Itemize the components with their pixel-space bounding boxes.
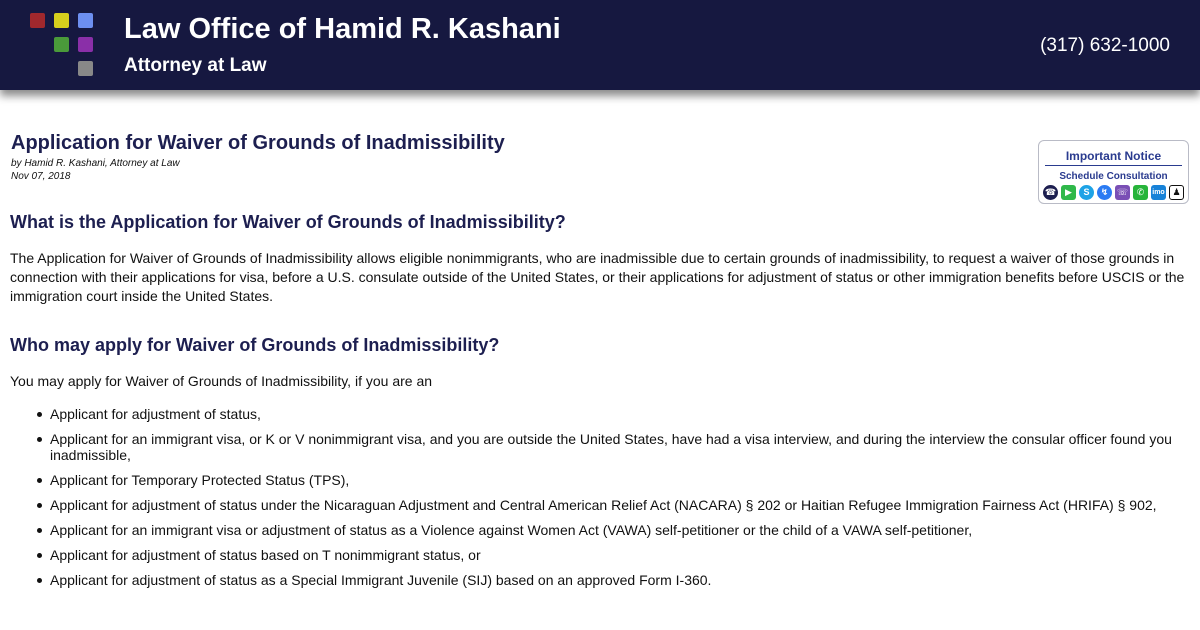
messenger-icon[interactable]: ↯: [1097, 185, 1112, 200]
article-title: Application for Waiver of Grounds of Inadmissibility: [11, 132, 505, 154]
logo-square-red: [30, 13, 45, 28]
firm-name[interactable]: Law Office of Hamid R. Kashani: [124, 13, 561, 45]
list-item: Applicant for an immigrant visa, or K or V nonimmigrant visa, and you are outside the United States, have had a visa interview, and during the interview the consular officer found you inadmissible,: [0, 431, 1192, 463]
logo-square-gray: [78, 61, 93, 76]
logo-square-yellow: [54, 13, 69, 28]
section-heading-what-is: What is the Application for Waiver of Grounds of Inadmissibility?: [10, 212, 566, 232]
logo-square-blue: [78, 13, 93, 28]
phone-number[interactable]: (317) 632-1000: [1040, 35, 1170, 56]
whatsapp-icon[interactable]: ✆: [1133, 185, 1148, 200]
important-notice-link[interactable]: Important Notice: [1045, 149, 1182, 166]
list-item: Applicant for adjustment of status based on T nonimmigrant status, or: [0, 547, 1192, 563]
list-item: Applicant for an immigrant visa or adjustment of status as a Violence against Women Act (VAWA) self-petitioner or the child of a VAWA self-petitioner,: [0, 522, 1192, 538]
in-person-icon[interactable]: ♟: [1169, 185, 1184, 200]
phone-icon[interactable]: ☎: [1043, 185, 1058, 200]
contact-icons: [1043, 185, 1186, 201]
schedule-consultation-link[interactable]: Schedule Consultation: [1059, 171, 1168, 182]
article-date: Nov 07, 2018: [11, 171, 71, 182]
list-item: Applicant for Temporary Protected Status (TPS),: [0, 472, 1192, 488]
logo-square-green: [54, 37, 69, 52]
section-paragraph-who-may-apply: You may apply for Waiver of Grounds of Inadmissibility, if you are an: [10, 373, 433, 389]
list-item: Applicant for adjustment of status as a Special Immigrant Juvenile (SIJ) based on an approved Form I-360.: [0, 572, 1192, 588]
skype-icon[interactable]: S: [1079, 185, 1094, 200]
notice-box: [1038, 140, 1189, 204]
firm-subtitle: Attorney at Law: [124, 55, 267, 76]
list-item: Applicant for adjustment of status,: [0, 406, 1192, 422]
imo-icon[interactable]: imo: [1151, 185, 1166, 200]
list-item: Applicant for adjustment of status under the Nicaraguan Adjustment and Central American Relief Act (NACARA) § 202 or Haitian Refugee Immigration Fairness Act (HRIFA) § 902,: [0, 497, 1192, 513]
section-paragraph-what-is: The Application for Waiver of Grounds of Inadmissibility allows eligible nonimmigrants, who are inadmissible due to certain grounds of inadmissibility, to request a waiver of those grounds in connection with their applications for visa, before a U.S. consulate outside of the United States, or their applications for adjustment of status or other immigration benefits before USCIS or the immigration court inside the United States.: [10, 250, 1185, 304]
site-header: [0, 0, 1200, 90]
firm-logo[interactable]: [30, 13, 96, 79]
section-heading-who-may-apply: Who may apply for Waiver of Grounds of Inadmissibility?: [10, 335, 500, 355]
eligibility-list: [0, 406, 1192, 597]
logo-square-purple: [78, 37, 93, 52]
viber-icon[interactable]: ☏: [1115, 185, 1130, 200]
article-author: by Hamid R. Kashani, Attorney at Law: [11, 158, 180, 169]
article-byline: [11, 157, 180, 183]
facetime-icon[interactable]: ▶: [1061, 185, 1076, 200]
